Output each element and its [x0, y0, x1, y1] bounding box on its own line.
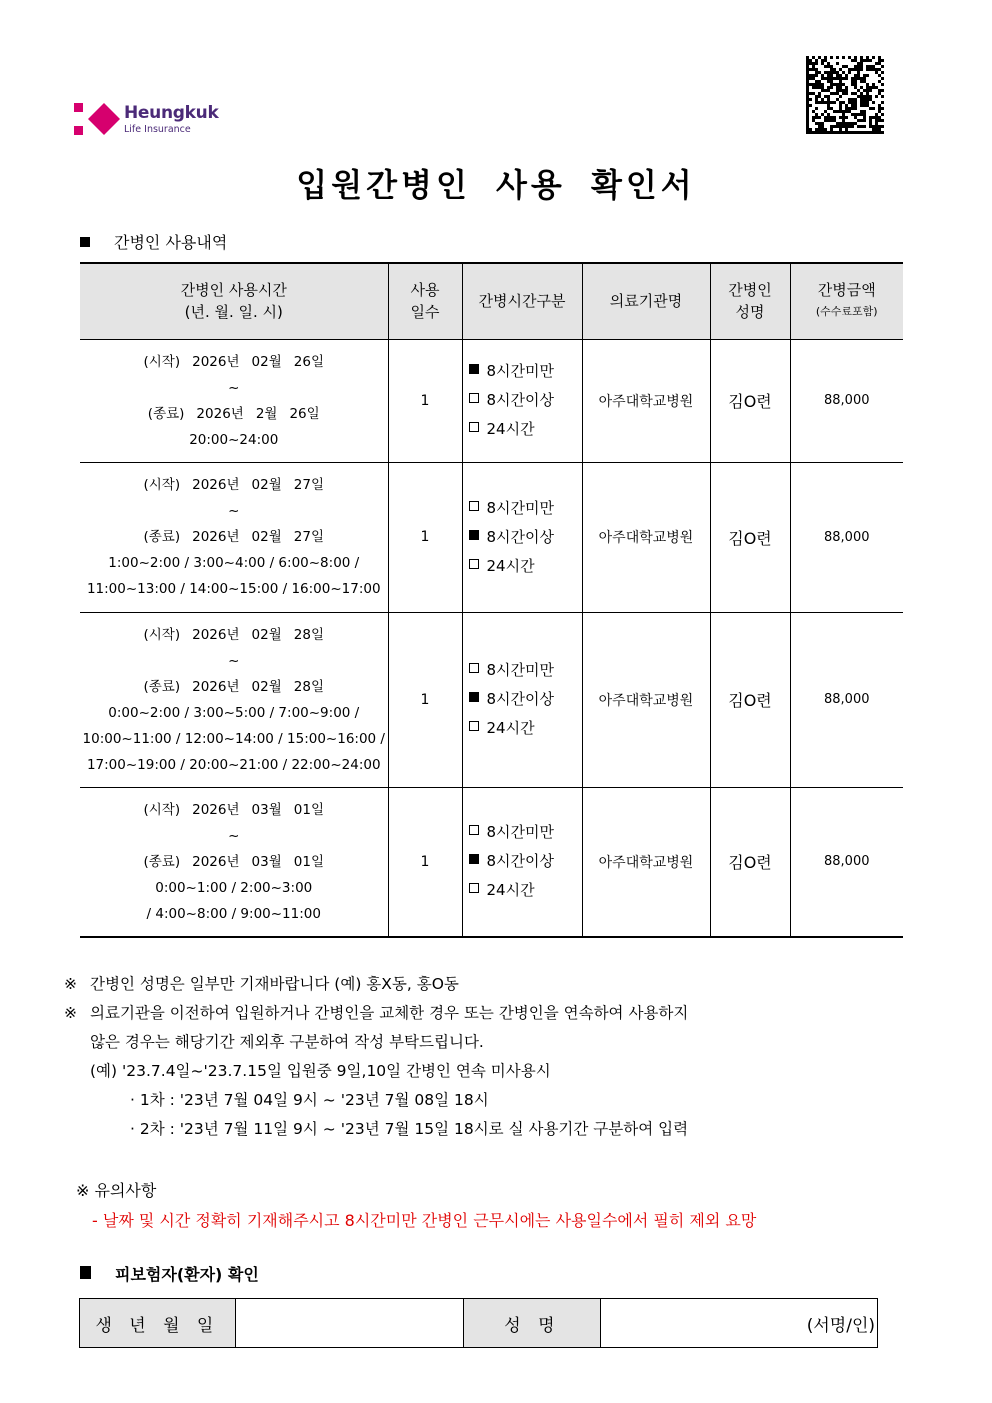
period-tilde: ~	[228, 827, 240, 844]
hospital-name: 아주대학교병원	[582, 612, 710, 787]
header-caregiver-name	[710, 263, 790, 339]
period-tilde: ~	[228, 503, 240, 519]
period-end: (종료) 2026년 02월 28일	[143, 678, 324, 695]
square-bullet-icon	[80, 1266, 91, 1279]
usage-period	[80, 612, 388, 787]
document-title: 입원간병인 사용 확인서	[296, 166, 696, 204]
period-start: (시작) 2026년 02월 27일	[143, 477, 324, 493]
table-row	[80, 612, 903, 787]
category-under-8h[interactable]: 8시간미만	[469, 656, 582, 685]
header-period	[80, 263, 388, 339]
category-under-8h[interactable]: 8시간미만	[469, 818, 582, 847]
table-header-row	[80, 263, 903, 339]
caregiver-name: 김O련	[710, 787, 790, 937]
category-under-8h[interactable]: 8시간미만	[469, 357, 582, 386]
header-period-line2: (년. 월. 일. 시)	[184, 303, 283, 322]
usage-period	[80, 787, 388, 937]
period-times: 20:00~24:00	[189, 431, 279, 448]
category-under-8h[interactable]: 8시간미만	[469, 494, 582, 523]
category-over-8h[interactable]: 8시간이상	[469, 685, 582, 714]
caution-text: - 날짜 및 시간 정확히 기재해주시고 8시간미만 간병인 근무시에는 사용일수에서 필히 제외 요망	[92, 1211, 757, 1230]
header-days-line1: 사용	[410, 281, 440, 300]
header-amount	[790, 263, 903, 339]
logo-brand: Heungkuk	[124, 103, 219, 123]
time-category[interactable]	[462, 612, 582, 787]
checkbox-icon[interactable]	[469, 721, 479, 731]
usage-days: 1	[388, 339, 462, 462]
period-end: (종료) 2026년 02월 27일	[143, 529, 324, 545]
header-amount-note: (수수료포함)	[815, 305, 878, 319]
category-over-8h[interactable]: 8시간이상	[469, 847, 582, 876]
category-24h[interactable]: 24시간	[469, 876, 582, 905]
period-tilde: ~	[228, 652, 240, 669]
logo-mark-icon	[74, 102, 122, 136]
hospital-name: 아주대학교병원	[582, 339, 710, 462]
notes-block	[64, 970, 924, 1144]
header-days-line2: 일수	[410, 303, 440, 322]
period-start: (시작) 2026년 03월 01일	[143, 801, 324, 818]
checkbox-icon[interactable]	[469, 530, 479, 540]
table-row	[80, 339, 903, 462]
header-hospital	[582, 263, 710, 339]
logo-subtitle: Life Insurance	[124, 124, 191, 135]
period-times: 0:00~1:00 / 2:00~3:00	[155, 879, 313, 896]
header-category-label: 간병시간구분	[478, 292, 566, 311]
care-amount: 88,000	[790, 787, 903, 937]
period-start: (시작) 2026년 02월 26일	[143, 353, 324, 370]
time-category[interactable]	[462, 462, 582, 612]
period-end: (종료) 2026년 2월 26일	[147, 405, 320, 422]
checkbox-icon[interactable]	[469, 825, 479, 835]
header-amount-label: 간병금액	[817, 281, 876, 300]
care-amount: 88,000	[790, 339, 903, 462]
usage-days: 1	[388, 462, 462, 612]
hospital-name: 아주대학교병원	[582, 787, 710, 937]
period-times: 11:00~13:00 / 14:00~15:00 / 16:00~17:00	[86, 581, 381, 597]
caregiver-name: 김O련	[710, 339, 790, 462]
usage-period	[80, 339, 388, 462]
checkbox-icon[interactable]	[469, 692, 479, 702]
caregiver-name: 김O련	[710, 612, 790, 787]
table-row	[80, 462, 903, 612]
category-24h[interactable]: 24시간	[469, 415, 582, 444]
time-category[interactable]	[462, 339, 582, 462]
checkbox-icon[interactable]	[469, 854, 479, 864]
period-start: (시작) 2026년 02월 28일	[143, 626, 324, 643]
category-over-8h[interactable]: 8시간이상	[469, 386, 582, 415]
header-period-line1: 간병인 사용시간	[180, 281, 287, 300]
period-end: (종료) 2026년 03월 01일	[143, 853, 324, 870]
hospital-name: 아주대학교병원	[582, 462, 710, 612]
signature-field[interactable]	[601, 1299, 878, 1348]
care-amount: 88,000	[790, 612, 903, 787]
section-usage-title: 간병인 사용내역	[114, 233, 228, 252]
patient-name-label: 성 명	[464, 1299, 601, 1348]
checkbox-icon[interactable]	[469, 364, 479, 374]
square-bullet-icon	[80, 237, 90, 247]
dob-field[interactable]	[235, 1299, 464, 1348]
header-name-line2: 성명	[735, 303, 765, 322]
category-24h[interactable]: 24시간	[469, 714, 582, 743]
dob-label: 생 년 월 일	[80, 1299, 236, 1348]
usage-period	[80, 462, 388, 612]
checkbox-icon[interactable]	[469, 501, 479, 511]
period-times: / 4:00~8:00 / 9:00~11:00	[146, 905, 321, 922]
section-confirm-header	[80, 1262, 259, 1285]
qr-code-icon	[806, 56, 884, 134]
checkbox-icon[interactable]	[469, 422, 479, 432]
note-line: ※ 의료기관을 이전하여 입원하거나 간병인을 교체한 경우 또는 간병인을 연속하여 사용하지	[64, 1004, 689, 1022]
note-line: 않은 경우는 해당기간 제외후 구분하여 작성 부탁드립니다.	[90, 1033, 484, 1051]
section-usage-header	[80, 230, 227, 253]
caution-title: ※ 유의사항	[76, 1181, 157, 1200]
usage-days: 1	[388, 787, 462, 937]
caution-block	[76, 1176, 756, 1236]
period-times: 10:00~11:00 / 12:00~14:00 / 15:00~16:00 /	[82, 730, 385, 747]
section-confirm-title: 피보험자(환자) 확인	[115, 1265, 259, 1284]
signature-hint: (서명/인)	[806, 1315, 875, 1336]
header-category	[462, 263, 582, 339]
note-line: ※ 간병인 성명은 일부만 기재바랍니다 (예) 홍X동, 홍O동	[64, 975, 459, 993]
table-row	[80, 787, 903, 937]
period-times: 17:00~19:00 / 20:00~21:00 / 22:00~24:00	[86, 756, 381, 773]
period-times: 0:00~2:00 / 3:00~5:00 / 7:00~9:00 /	[108, 704, 360, 721]
checkbox-icon[interactable]	[469, 393, 479, 403]
checkbox-icon[interactable]	[469, 559, 479, 569]
checkbox-icon[interactable]	[469, 883, 479, 893]
category-over-8h[interactable]: 8시간이상	[469, 523, 582, 552]
checkbox-icon[interactable]	[469, 663, 479, 673]
header-hospital-label: 의료기관명	[609, 292, 683, 311]
note-example-2: · 2차 : '23년 7월 11일 9시 ~ '23년 7월 15일 18시로 실 사용기간 구분하여 입력	[130, 1120, 689, 1138]
period-tilde: ~	[228, 379, 240, 396]
header-days	[388, 263, 462, 339]
note-example: (예) '23.7.4일~'23.7.15일 입원중 9일,10일 간병인 연속 미사용시	[90, 1062, 551, 1080]
caregiver-usage-table	[80, 262, 903, 938]
period-times: 1:00~2:00 / 3:00~4:00 / 6:00~8:00 /	[108, 555, 360, 571]
usage-days: 1	[388, 612, 462, 787]
header-name-line1: 간병인	[728, 281, 772, 300]
company-logo	[74, 102, 244, 142]
care-amount: 88,000	[790, 462, 903, 612]
time-category[interactable]	[462, 787, 582, 937]
category-24h[interactable]: 24시간	[469, 552, 582, 581]
caregiver-name: 김O련	[710, 462, 790, 612]
note-example-1: · 1차 : '23년 7월 04일 9시 ~ '23년 7월 08일 18시	[130, 1091, 489, 1109]
patient-confirm-table	[79, 1298, 878, 1348]
